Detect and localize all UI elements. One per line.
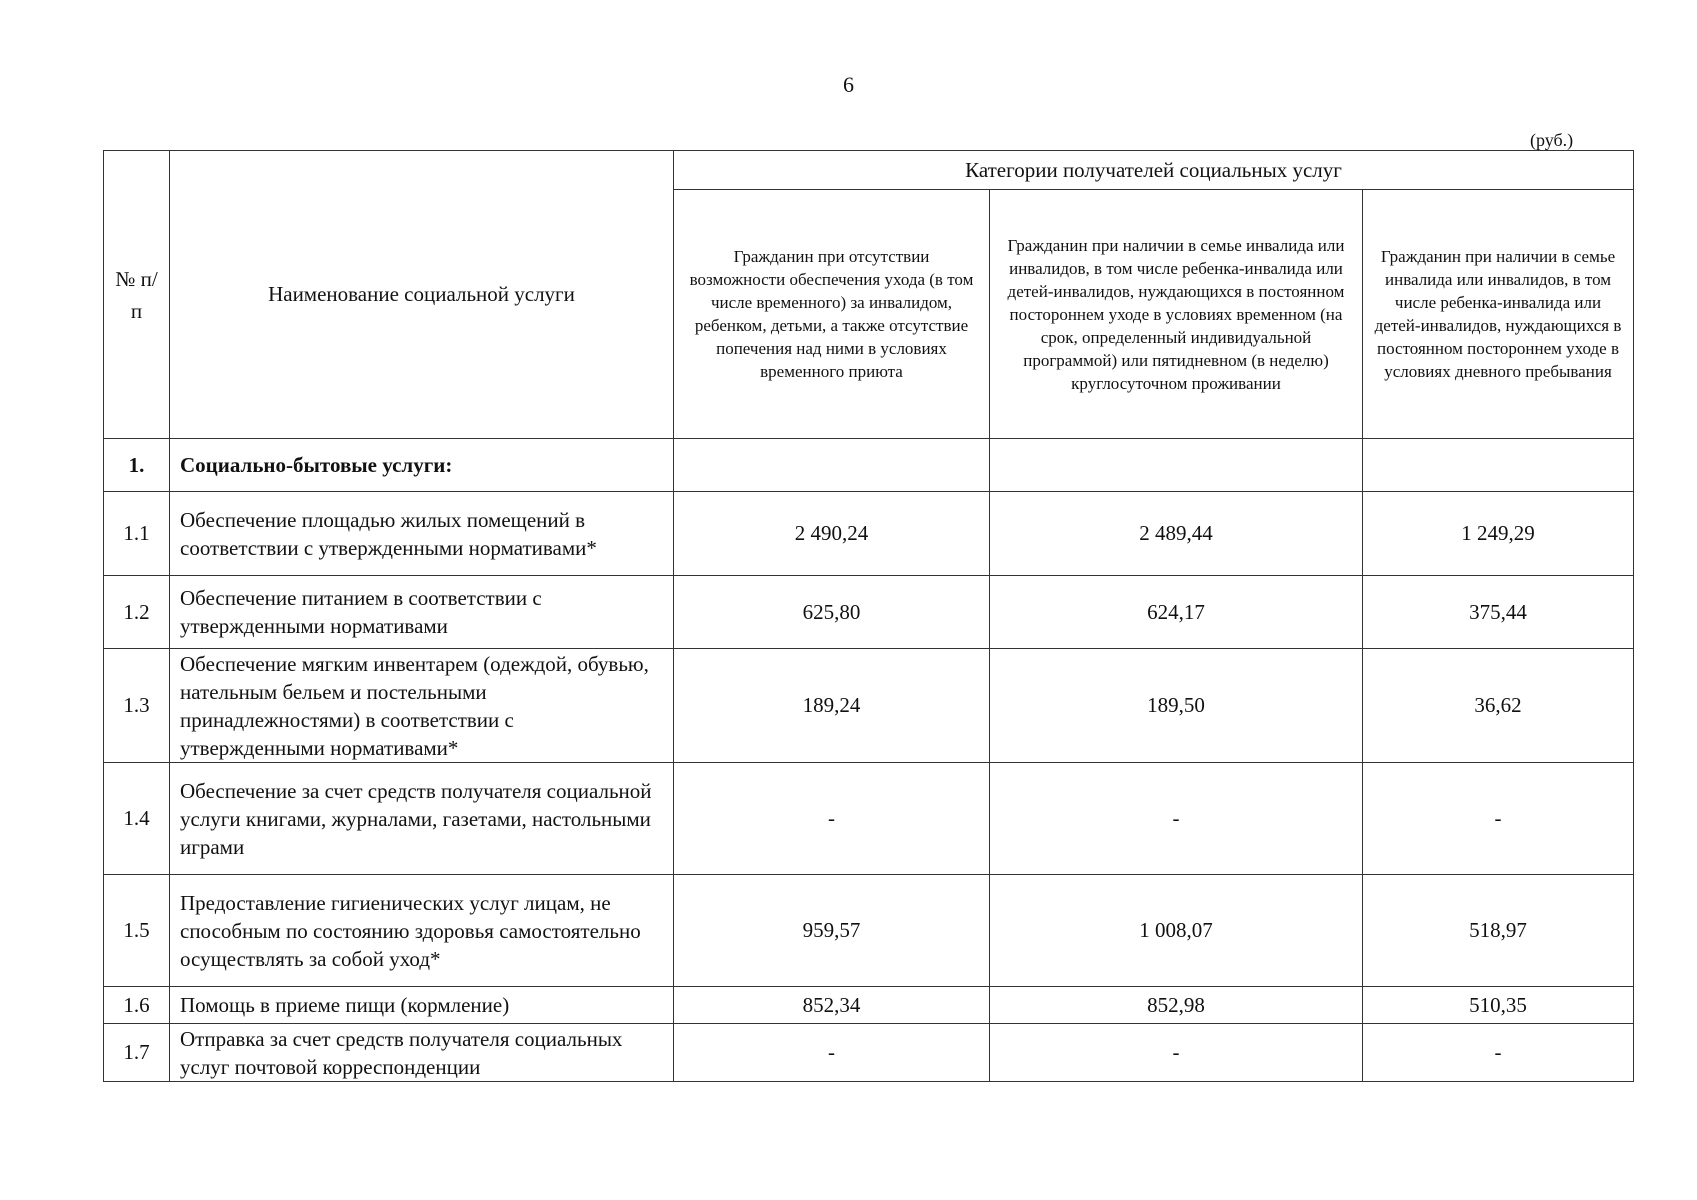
value-category-3: 1 249,29 (1363, 492, 1634, 576)
value-category-1: 959,57 (674, 875, 990, 987)
value-category-3 (1363, 439, 1634, 492)
value-category-1: 2 490,24 (674, 492, 990, 576)
row-number: 1.7 (104, 1024, 170, 1082)
currency-unit: (руб.) (1530, 130, 1574, 150)
value-category-1: - (674, 1024, 990, 1082)
table-row (104, 763, 1634, 875)
table-row (104, 439, 1634, 492)
value-category-1: - (674, 763, 990, 875)
table-row (104, 1024, 1634, 1082)
service-name: Предоставление гигиенических услуг лицам, не способным по состоянию здоровья самостоятельно осуществлять за собой уход* (170, 875, 674, 987)
value-category-2 (990, 439, 1363, 492)
table-row (104, 576, 1634, 649)
header-category-1: Гражданин при отсутствии возможности обеспечения ухода (в том числе временного) за инвалидом, ребенком, детьми, а также отсутствие попечения над ними в условиях временного приюта (674, 190, 990, 439)
row-number: 1. (104, 439, 170, 492)
row-number: 1.3 (104, 649, 170, 763)
row-number: 1.1 (104, 492, 170, 576)
value-category-2: 624,17 (990, 576, 1363, 649)
value-category-1 (674, 439, 990, 492)
value-category-2: 1 008,07 (990, 875, 1363, 987)
value-category-3: 518,97 (1363, 875, 1634, 987)
row-number: 1.5 (104, 875, 170, 987)
value-category-1: 189,24 (674, 649, 990, 763)
service-name: Социально-бытовые услуги: (170, 439, 674, 492)
value-category-3: 36,62 (1363, 649, 1634, 763)
page-number: 6 (843, 72, 854, 97)
services-tariff-table (103, 150, 1634, 1082)
header-category-3: Гражданин при наличии в семье инвалида или инвалидов, в том числе ребенка-инвалида или детей-инвалидов, нуждающихся в постоянном постороннем уходе в условиях дневного пребывания (1363, 190, 1634, 439)
service-name: Обеспечение площадью жилых помещений в соответствии с утвержденными нормативами* (170, 492, 674, 576)
value-category-2: 852,98 (990, 987, 1363, 1024)
table-row (104, 649, 1634, 763)
value-category-3: - (1363, 1024, 1634, 1082)
value-category-3: 375,44 (1363, 576, 1634, 649)
row-number: 1.6 (104, 987, 170, 1024)
service-name: Обеспечение за счет средств получателя социальной услуги книгами, журналами, газетами, настольными играми (170, 763, 674, 875)
service-name: Обеспечение мягким инвентарем (одеждой, обувью, нательным бельем и постельными принадлежностями) в соответствии с утвержденными нормативами* (170, 649, 674, 763)
value-category-2: 2 489,44 (990, 492, 1363, 576)
value-category-2: - (990, 763, 1363, 875)
value-category-2: 189,50 (990, 649, 1363, 763)
table-row (104, 875, 1634, 987)
header-categories: Категории получателей социальных услуг (674, 151, 1634, 190)
header-service-name: Наименование социальной услуги (170, 151, 674, 439)
row-number: 1.4 (104, 763, 170, 875)
value-category-1: 625,80 (674, 576, 990, 649)
table-row (104, 987, 1634, 1024)
table-row (104, 492, 1634, 576)
value-category-2: - (990, 1024, 1363, 1082)
service-name: Отправка за счет средств получателя социальных услуг почтовой корреспонденции (170, 1024, 674, 1082)
row-number: 1.2 (104, 576, 170, 649)
value-category-3: 510,35 (1363, 987, 1634, 1024)
value-category-3: - (1363, 763, 1634, 875)
service-name: Помощь в приеме пищи (кормление) (170, 987, 674, 1024)
header-category-2: Гражданин при наличии в семье инвалида или инвалидов, в том числе ребенка-инвалида или детей-инвалидов, нуждающихся в постоянном постороннем уходе в условиях временном (на срок, определенный индивидуальной программой) или пятидневном (в неделю) круглосуточном проживании (990, 190, 1363, 439)
value-category-1: 852,34 (674, 987, 990, 1024)
service-name: Обеспечение питанием в соответствии с утвержденными нормативами (170, 576, 674, 649)
header-number: № п/п (104, 151, 170, 439)
